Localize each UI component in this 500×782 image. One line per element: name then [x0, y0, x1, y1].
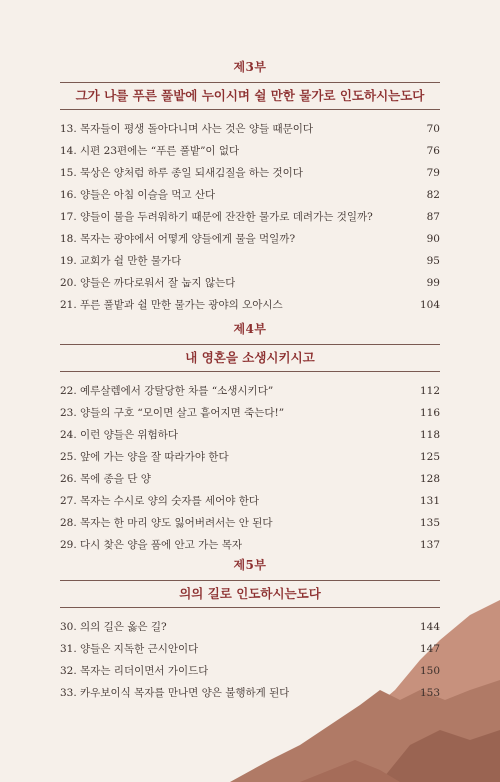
toc-entry[interactable] [60, 206, 440, 228]
entry-page: 153 [419, 687, 440, 699]
toc-entry[interactable] [60, 512, 440, 534]
entry-page: 125 [419, 451, 440, 463]
toc-entry[interactable] [60, 250, 440, 272]
toc-list [60, 616, 440, 704]
part-4 [60, 320, 440, 556]
toc-entry[interactable] [60, 490, 440, 512]
entry-title: 31. 양들은 지독한 근시안이다 [60, 643, 199, 655]
entry-page: 135 [419, 517, 440, 529]
entry-title: 27. 목자는 수시로 양의 숫자를 세어야 한다 [60, 495, 260, 507]
entry-title: 24. 이런 양들은 위험하다 [60, 429, 178, 441]
toc-entry[interactable] [60, 402, 440, 424]
entry-title: 21. 푸른 풀밭과 쉴 만한 물가는 광야의 오아시스 [60, 299, 283, 311]
toc-entry[interactable] [60, 140, 440, 162]
part-title: 그가 나를 푸른 풀밭에 누이시며 쉴 만한 물가로 인도하시는도다 [60, 82, 440, 110]
entry-page: 82 [426, 189, 440, 201]
entry-page: 147 [419, 643, 440, 655]
toc-entry[interactable] [60, 660, 440, 682]
entry-title: 33. 카우보이식 목자를 만나면 양은 불행하게 된다 [60, 687, 290, 699]
entry-title: 29. 다시 찾은 양을 품에 안고 가는 목자 [60, 539, 243, 551]
entry-page: 99 [426, 277, 440, 289]
entry-title: 20. 양들은 까다로워서 잘 눕지 않는다 [60, 277, 236, 289]
entry-page: 104 [419, 299, 440, 311]
entry-page: 118 [419, 429, 440, 441]
part-title: 의의 길로 인도하시는도다 [60, 580, 440, 608]
entry-title: 25. 앞에 가는 양을 잘 따라가야 한다 [60, 451, 229, 463]
entry-page: 144 [419, 621, 440, 633]
entry-title: 28. 목자는 한 마리 양도 잃어버려서는 안 된다 [60, 517, 273, 529]
toc-entry[interactable] [60, 638, 440, 660]
toc-entry[interactable] [60, 118, 440, 140]
entry-title: 18. 목자는 광야에서 어떻게 양들에게 물을 먹일까? [60, 233, 296, 245]
entry-title: 32. 목자는 리더이면서 가이드다 [60, 665, 209, 677]
entry-page: 131 [419, 495, 440, 507]
entry-title: 30. 의의 길은 옳은 길? [60, 621, 167, 633]
entry-title: 16. 양들은 아침 이슬을 먹고 산다 [60, 189, 216, 201]
entry-page: 137 [419, 539, 440, 551]
toc-entry[interactable] [60, 294, 440, 316]
part-5 [60, 556, 440, 704]
toc-entry[interactable] [60, 446, 440, 468]
entry-page: 116 [419, 407, 440, 419]
entry-title: 23. 양들의 구호 “모이면 살고 흩어지면 죽는다!” [60, 407, 285, 419]
toc-entry[interactable] [60, 424, 440, 446]
entry-title: 13. 목자들이 평생 돌아다니며 사는 것은 양들 때문이다 [60, 123, 314, 135]
toc-list [60, 118, 440, 316]
entry-title: 19. 교회가 쉴 만한 물가다 [60, 255, 182, 267]
entry-title: 26. 목에 종을 단 양 [60, 473, 151, 485]
toc-entry[interactable] [60, 380, 440, 402]
entry-title: 22. 예루살렘에서 강탈당한 차를 “소생시키다” [60, 385, 274, 397]
part-title: 내 영혼을 소생시키시고 [60, 344, 440, 372]
entry-title: 17. 양들이 물을 두려워하기 때문에 잔잔한 물가로 데려가는 것일까? [60, 211, 373, 223]
toc-entry[interactable] [60, 272, 440, 294]
part-3 [60, 58, 440, 316]
entry-page: 150 [419, 665, 440, 677]
toc-entry[interactable] [60, 228, 440, 250]
part-label: 제3부 [233, 60, 267, 74]
entry-page: 112 [419, 385, 440, 397]
toc-entry[interactable] [60, 468, 440, 490]
entry-page: 79 [426, 167, 440, 179]
toc-entry[interactable] [60, 162, 440, 184]
entry-page: 90 [426, 233, 440, 245]
toc-entry[interactable] [60, 184, 440, 206]
entry-page: 95 [426, 255, 440, 267]
entry-page: 70 [426, 123, 440, 135]
toc-entry[interactable] [60, 534, 440, 556]
entry-page: 128 [419, 473, 440, 485]
entry-page: 87 [426, 211, 440, 223]
entry-title: 15. 묵상은 양처럼 하루 종일 되새김질을 하는 것이다 [60, 167, 303, 179]
toc-list [60, 380, 440, 556]
entry-title: 14. 시편 23편에는 “푸른 풀밭”이 없다 [60, 145, 240, 157]
toc-entry[interactable] [60, 682, 440, 704]
part-label: 제5부 [233, 558, 267, 572]
toc-entry[interactable] [60, 616, 440, 638]
entry-page: 76 [426, 145, 440, 157]
part-label: 제4부 [233, 322, 267, 336]
